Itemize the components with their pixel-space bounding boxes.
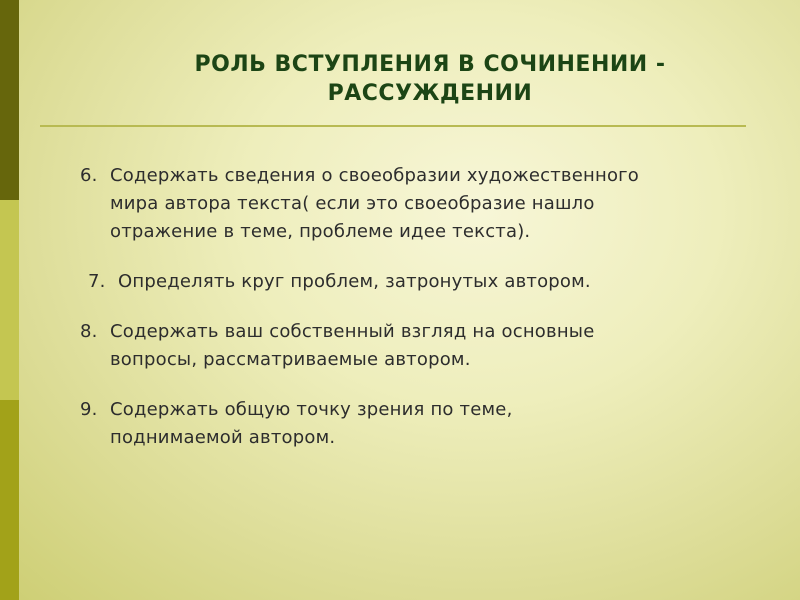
list-item-text-line: Содержать общую точку зрения по теме, [110, 399, 513, 420]
slide-content [80, 162, 780, 452]
list-item-7 [80, 268, 780, 296]
list-item-text-line: вопросы, рассматриваемые автором. [110, 349, 471, 370]
decor-bar-light [0, 200, 19, 400]
slide-title-line-1: РОЛЬ ВСТУПЛЕНИЯ В СОЧИНЕНИИ - [194, 52, 666, 77]
list-item-9 [80, 396, 780, 452]
decor-bar-mid [0, 400, 19, 600]
list-item-text-line: Содержать сведения о своеобразии художественного [110, 165, 640, 186]
slide-title [60, 50, 800, 108]
list-item-text-line: Содержать ваш собственный взгляд на основные [110, 321, 595, 342]
list-item-text-line: Определять круг проблем, затронутых автором. [118, 271, 591, 292]
list-item-text-line: отражение в теме, проблеме идее текста). [110, 221, 531, 242]
title-divider [40, 125, 746, 127]
list-item-text-line: мира автора текста( если это своеобразие нашло [110, 193, 595, 214]
list-item-number: 9. [80, 399, 98, 420]
left-decorative-bars [0, 0, 19, 600]
list-item-number: 8. [80, 321, 98, 342]
list-item-text-line: поднимаемой автором. [110, 427, 336, 448]
list-item-number: 7. [88, 271, 106, 292]
list-item-number: 6. [80, 165, 98, 186]
slide-title-line-2: РАССУЖДЕНИИ [327, 81, 533, 106]
list-item-8 [80, 318, 780, 374]
decor-bar-dark [0, 0, 19, 200]
list-item-6 [80, 162, 780, 246]
